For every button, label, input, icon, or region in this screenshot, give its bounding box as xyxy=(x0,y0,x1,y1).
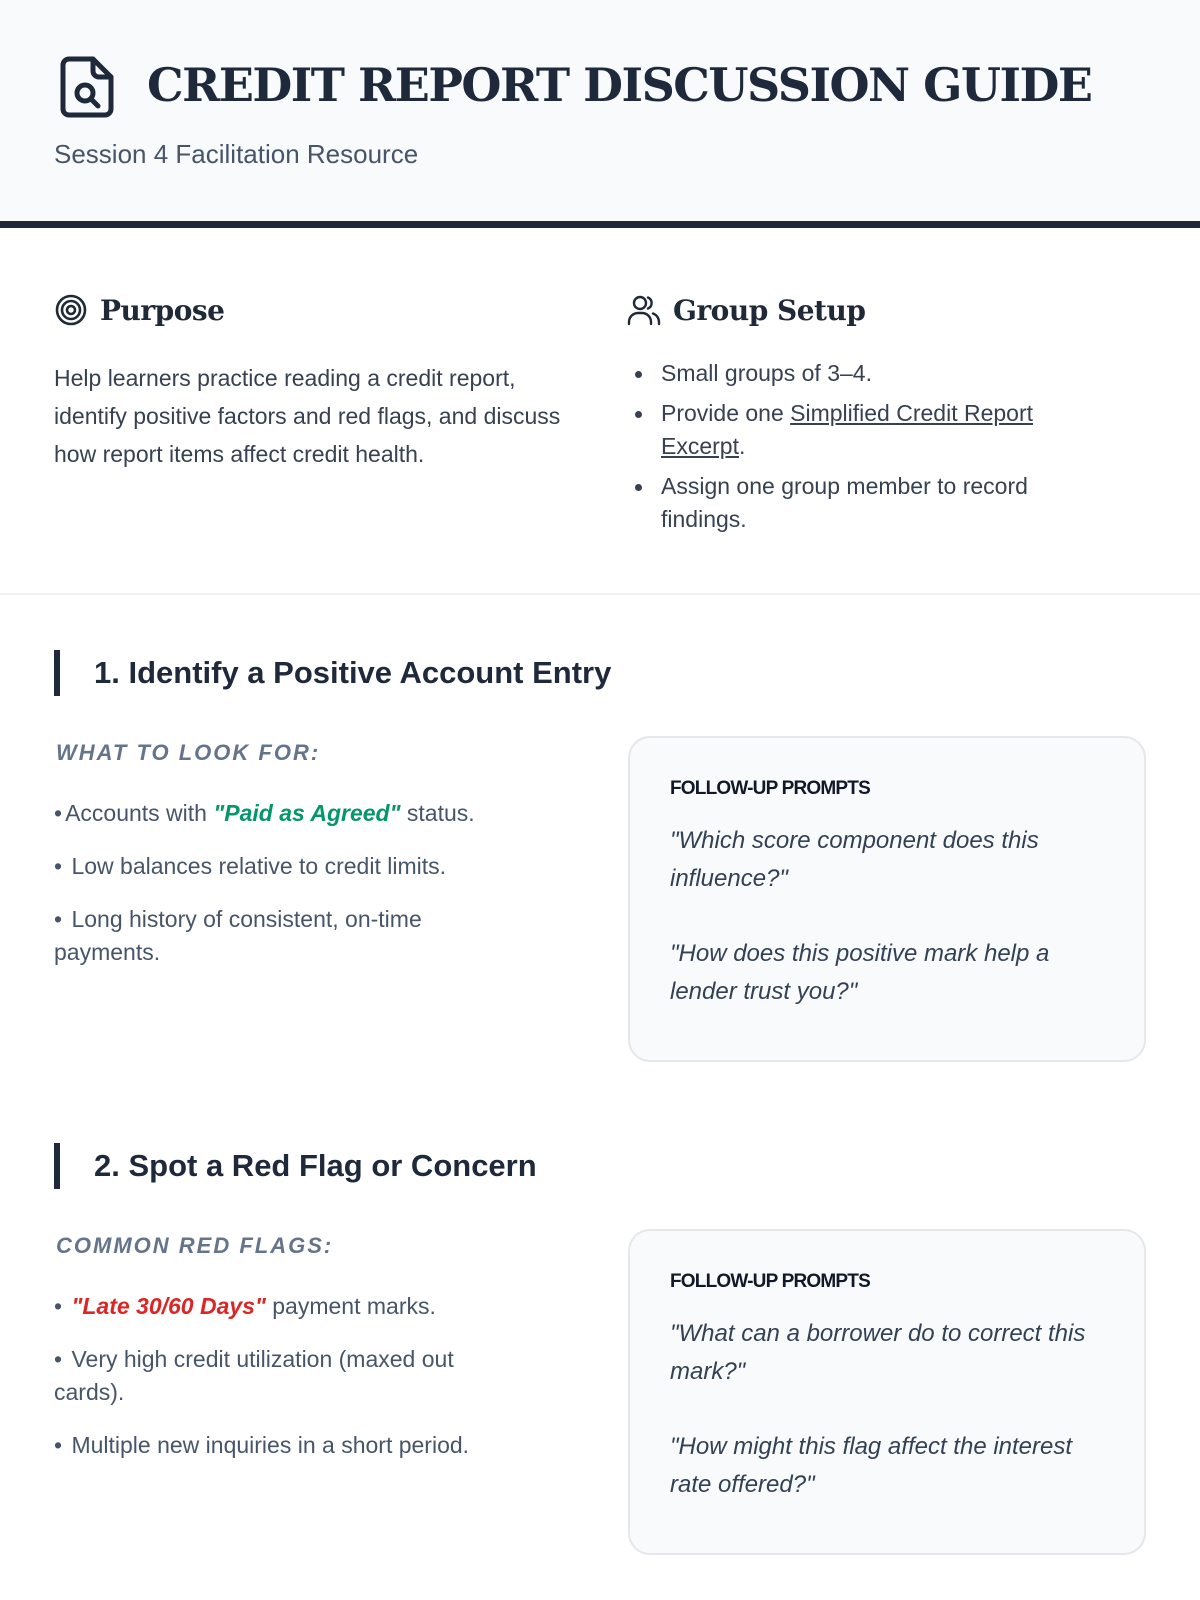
list-item: • Long history of consistent, on-time payments. xyxy=(54,906,422,965)
activity-2-bullets xyxy=(54,1290,524,1482)
page-subtitle: Session 4 Facilitation Resource xyxy=(54,139,419,169)
purpose-text: Help learners practice reading a credit report, identify positive factors and red flags, and discuss how report items affect credit health. xyxy=(54,365,561,467)
prompt-question: "What can a borrower do to correct this mark?" xyxy=(670,1320,1086,1385)
document-search-icon xyxy=(57,55,117,119)
group-setup-list xyxy=(630,357,1100,543)
activity-1-title: 1. Identify a Positive Account Entry xyxy=(54,650,611,696)
activity-2-title: 2. Spot a Red Flag or Concern xyxy=(54,1143,537,1189)
prompt-question: "Which score component does this influence?" xyxy=(670,827,1039,892)
list-item: • "Late 30/60 Days" payment marks. xyxy=(54,1293,436,1319)
list-item: • Accounts with "Paid as Agreed" status. xyxy=(54,800,475,826)
prompts-label: FOLLOW-UP PROMPTS xyxy=(670,778,870,799)
activity-2-prompts-card xyxy=(628,1229,1146,1555)
positive-status-highlight: "Paid as Agreed" xyxy=(213,800,401,826)
prompt-question: "How might this flag affect the interest rate offered?" xyxy=(670,1433,1073,1498)
page-header xyxy=(0,0,1200,228)
list-item: • Very high credit utilization (maxed out cards). xyxy=(54,1346,454,1405)
group-setup-heading: Group Setup xyxy=(627,293,865,327)
activity-1-look-label: WHAT TO LOOK FOR: xyxy=(56,740,321,765)
list-item: • Multiple new inquiries in a short period. xyxy=(54,1432,470,1458)
red-flag-highlight: "Late 30/60 Days" xyxy=(71,1293,266,1319)
prompts-label: FOLLOW-UP PROMPTS xyxy=(670,1271,870,1292)
page-title: CREDIT REPORT DISCUSSION GUIDE xyxy=(147,58,1092,112)
list-item: Assign one group member to record findings. xyxy=(630,470,1100,536)
activity-1-bullets xyxy=(54,797,524,989)
credit-report-excerpt-link[interactable]: Simplified Credit Report Excerpt xyxy=(661,400,1034,459)
list-item: Small groups of 3–4. xyxy=(630,357,1100,390)
activity-2-look-label: COMMON RED FLAGS: xyxy=(56,1233,334,1258)
section-divider xyxy=(0,593,1200,595)
users-icon xyxy=(627,293,661,327)
activity-1-prompts-card xyxy=(628,736,1146,1062)
target-icon xyxy=(54,293,88,327)
list-item: Provide one Simplified Credit Report Excerpt. xyxy=(630,397,1100,463)
prompt-question: "How does this positive mark help a lender trust you?" xyxy=(670,940,1050,1005)
purpose-heading: Purpose xyxy=(54,293,225,327)
list-item: • Low balances relative to credit limits. xyxy=(54,853,447,879)
